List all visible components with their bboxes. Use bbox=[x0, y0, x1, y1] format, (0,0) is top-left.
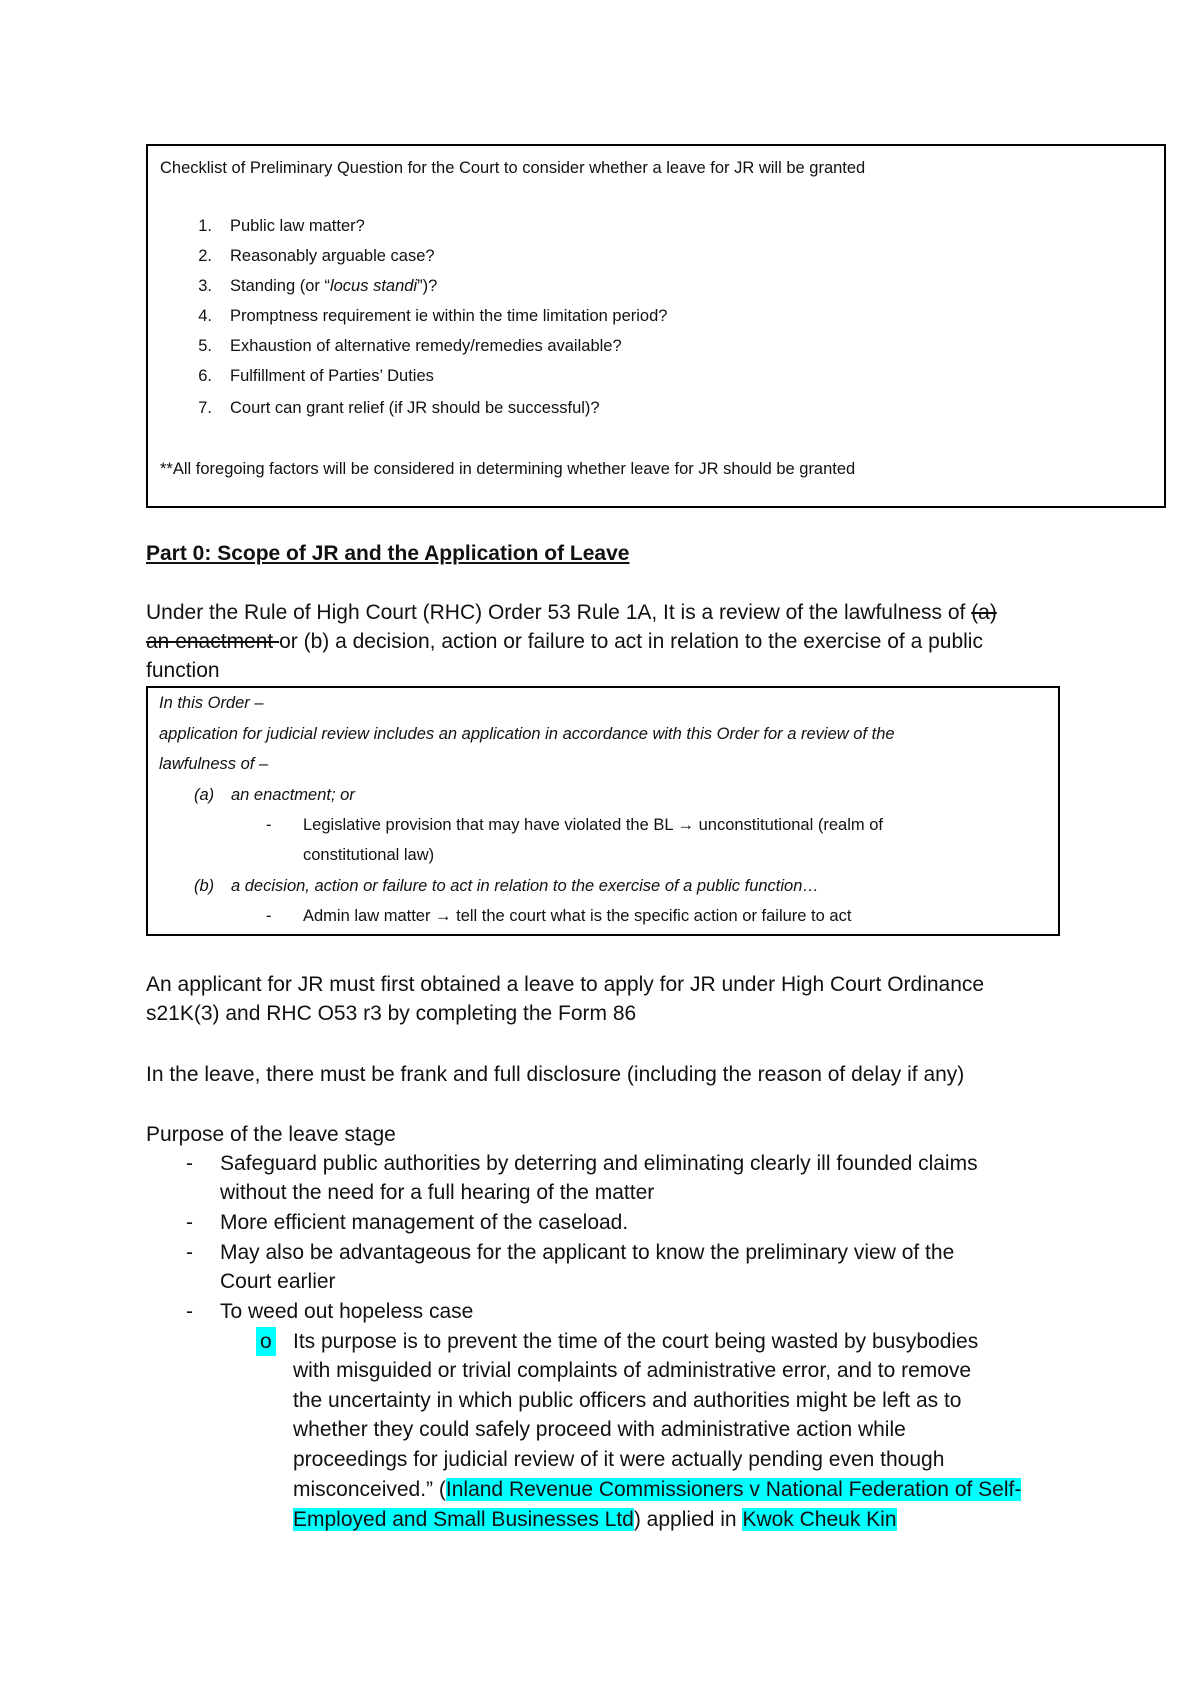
quote-line: application for judicial review includes an application in accordance with this Order for a review of the bbox=[159, 725, 895, 743]
quote-item-marker: (a) bbox=[194, 786, 215, 804]
purpose-bullet: More efficient management of the caseload. bbox=[220, 1211, 629, 1234]
quote-note: Admin law matter → tell the court what is the specific action or failure to act bbox=[303, 907, 852, 925]
case-citation-highlight: Inland Revenue Commissioners v National Federation of Self- bbox=[445, 1478, 1022, 1501]
quote-paragraph-line: Employed and Small Businesses Ltd) applied in Kwok Cheuk Kin bbox=[293, 1508, 897, 1531]
leave-paragraph-line: An applicant for JR must first obtained a leave to apply for JR under High Court Ordinance bbox=[146, 973, 985, 996]
dash-bullet: - bbox=[186, 1241, 193, 1264]
section-heading: Part 0: Scope of JR and the Application of Leave bbox=[146, 542, 630, 565]
checklist-title: Checklist of Preliminary Question for the Court to consider whether a leave for JR will be granted bbox=[160, 159, 866, 177]
quote-paragraph-line: misconceived.” (Inland Revenue Commissioners v National Federation of Self- bbox=[293, 1478, 1022, 1501]
purpose-bullet: Court earlier bbox=[220, 1270, 336, 1293]
quote-item-text: a decision, action or failure to act in relation to the exercise of a public function… bbox=[231, 877, 819, 895]
purpose-bullet: without the need for a full hearing of the matter bbox=[220, 1181, 655, 1204]
purpose-bullet: Safeguard public authorities by deterring and eliminating clearly ill founded claims bbox=[220, 1152, 978, 1175]
purpose-bullet: May also be advantageous for the applicant to know the preliminary view of the bbox=[220, 1241, 955, 1264]
purpose-heading: Purpose of the leave stage bbox=[146, 1123, 396, 1146]
disclosure-paragraph: In the leave, there must be frank and full disclosure (including the reason of delay if any) bbox=[146, 1063, 965, 1086]
checklist-footer: **All foregoing factors will be considered in determining whether leave for JR should be granted bbox=[160, 460, 856, 478]
quote-paragraph-line: whether they could safely proceed with administrative action while bbox=[293, 1418, 906, 1441]
dash-bullet: - bbox=[186, 1211, 193, 1234]
quote-item-text: an enactment; or bbox=[231, 786, 355, 804]
quote-paragraph-line: with misguided or trivial complaints of administrative error, and to remove bbox=[293, 1359, 972, 1382]
case-citation-highlight: Employed and Small Businesses Ltd bbox=[293, 1508, 634, 1531]
circle-bullet-icon: o bbox=[256, 1327, 276, 1356]
order-quote-box bbox=[146, 686, 1060, 936]
quote-paragraph-line: proceedings for judicial review of it were actually pending even though bbox=[293, 1448, 945, 1471]
leave-paragraph-line: s21K(3) and RHC O53 r3 by completing the Form 86 bbox=[146, 1002, 637, 1025]
checklist-box: Checklist of Preliminary Question for the Court to consider whether a leave for JR will be granted 1. Public law matter? 2. Reasonably arguable case? 3. Standing (or “locus standi”)? 4. Promptness requirement ie within the time limitation period? 5. Exhaustion of alternative remedy/remedies available? 6. Fulfillment of Parties’ Duties 7. Court can grant relief (if JR should be successful)? **All foregoing factors will be considered in determining whether leave for JR should be granted bbox=[146, 144, 1166, 508]
quote-note: Legislative provision that may have violated the BL → unconstitutional (realm of bbox=[303, 816, 883, 834]
quote-item-marker: (b) bbox=[194, 877, 215, 895]
quote-line: In this Order – bbox=[159, 694, 264, 712]
quote-paragraph-line: Its purpose is to prevent the time of the court being wasted by busybodies bbox=[293, 1330, 979, 1353]
quote-note: constitutional law) bbox=[303, 846, 435, 864]
case-citation-highlight: Kwok Cheuk Kin bbox=[742, 1508, 897, 1531]
intro-paragraph-line: an enactment or (b) a decision, action or failure to act in relation to the exercise of a public bbox=[146, 630, 983, 653]
dash-bullet: - bbox=[186, 1300, 193, 1323]
purpose-bullet: To weed out hopeless case bbox=[220, 1300, 474, 1323]
quote-paragraph-line: the uncertainty in which public officers and authorities might be left as to bbox=[293, 1389, 962, 1412]
intro-paragraph-line: function bbox=[146, 659, 220, 682]
dash-bullet: - bbox=[186, 1152, 193, 1175]
quote-line: lawfulness of – bbox=[159, 755, 269, 773]
intro-paragraph-line: Under the Rule of High Court (RHC) Order 53 Rule 1A, It is a review of the lawfulness of (a) bbox=[146, 601, 997, 624]
dash-bullet: - bbox=[266, 907, 272, 925]
dash-bullet: - bbox=[266, 816, 272, 834]
